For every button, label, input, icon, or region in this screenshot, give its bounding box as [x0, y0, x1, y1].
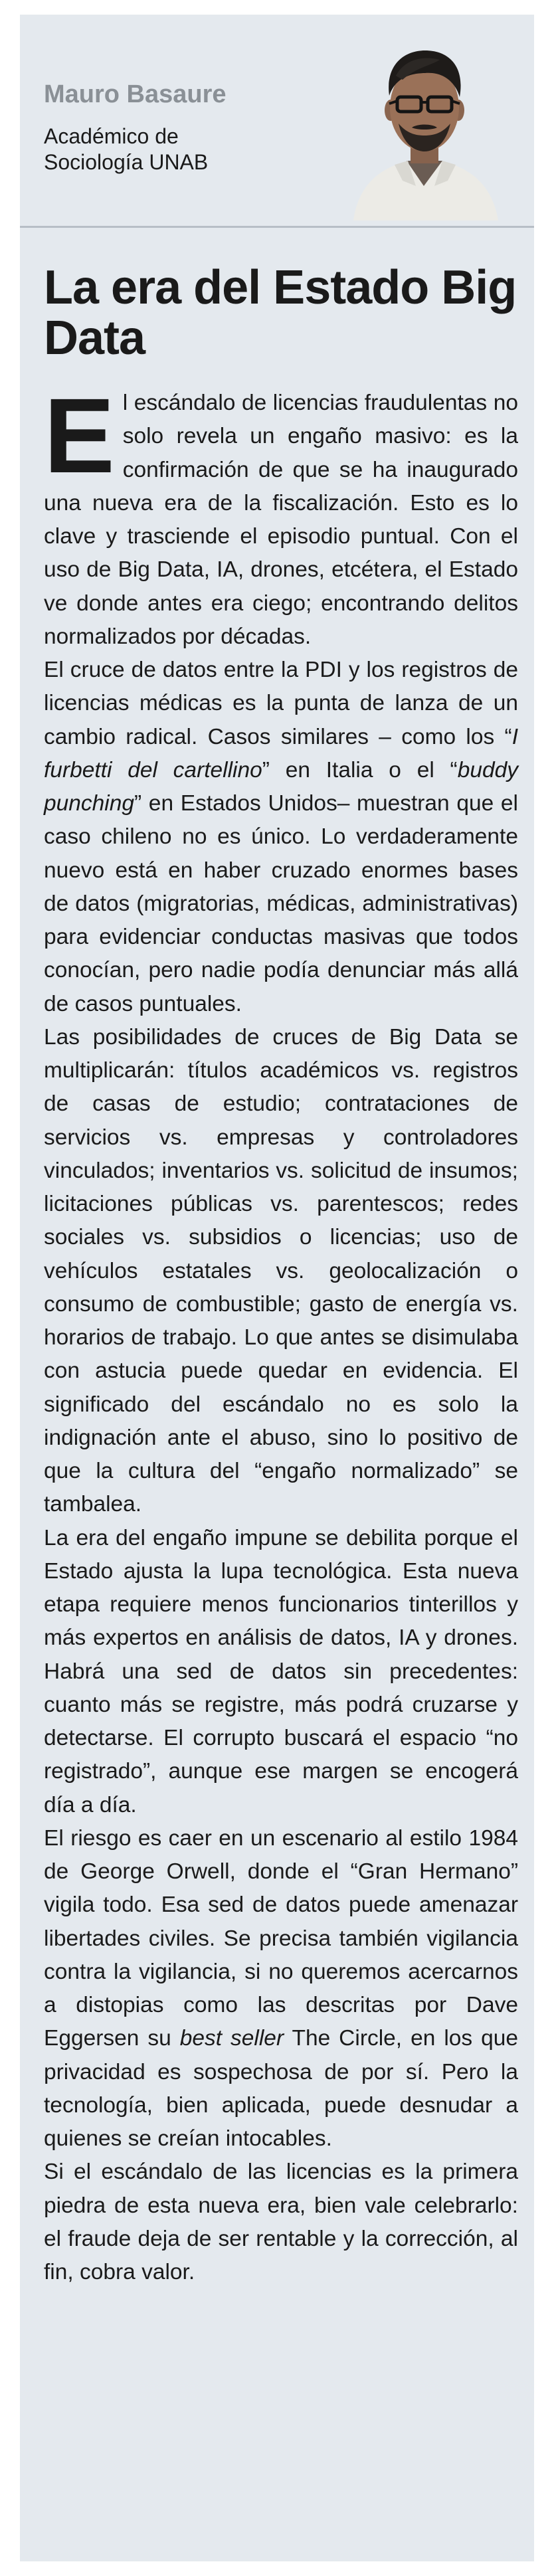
- article-headline: La era del Estado Big Data: [44, 261, 517, 365]
- header-divider: [20, 226, 534, 228]
- italic-term: I furbetti del cartellino: [44, 724, 518, 782]
- author-name: Mauro Basaure: [44, 80, 227, 108]
- author-portrait: [341, 39, 508, 221]
- article-paragraph: [44, 1822, 518, 2156]
- paragraph-text: The Circle, en los que privacidad es sospechosa de por sí. Pero la tecnología, bien aplicada, puede desnudar a quienes se creían intocables.: [44, 2026, 519, 2151]
- paragraph-text: El riesgo es caer en un escenario al estilo 1984 de George Orwell, donde el “Gran Hermano” vigila todo. Esa sed de datos puede amenazar libertades civiles. Se precisa también vigilancia contra la vigilancia, si no queremos acercarnos a distopias como las descritas por Dave Eggersen su: [44, 1825, 518, 2051]
- drop-cap: E: [44, 376, 115, 495]
- article-paragraph: Si el escándalo de las licencias es la primera piedra de esta nueva era, bien vale celebrarlo: el fraude deja de ser rentable y la corrección, al fin, cobra valor.: [44, 2160, 518, 2284]
- article-paragraph: La era del engaño impune se debilita porque el Estado ajusta la lupa tecnológica. Esta nueva etapa requiere menos funcionarios tinterillos y más expertos en análisis de datos, IA y drones. Habrá una sed de datos sin precedentes: cuanto más se registre, más podrá cruzarse y detectarse. El corrupto buscará el espacio “no registrado”, aunque ese margen se encogerá día a día.: [44, 1525, 518, 1817]
- italic-term: best seller: [179, 2026, 284, 2051]
- author-block: [44, 81, 323, 175]
- paragraph-text: ” en Italia o el “: [262, 757, 458, 782]
- article-paragraph: [44, 376, 518, 654]
- paragraph-text: ” en Estados Unidos– muestran que el caso chileno no es único. Lo verdaderamente nuevo está en haber cruzado enormes bases de datos (migratorias, médicas, administrativas) para evidenciar conductas masivas que todos conocían, pero nadie podía denunciar más allá de casos puntuales.: [44, 791, 518, 1016]
- paragraph-text: El cruce de datos entre la PDI y los registros de licencias médicas es la punta de lanza de un cambio radical. Casos similares – como los “: [44, 658, 518, 749]
- article-paragraph: [44, 654, 518, 1021]
- opinion-column: [20, 15, 534, 2561]
- italic-term: buddy punching: [44, 757, 518, 816]
- article-body: [44, 376, 519, 2289]
- paragraph-text: l escándalo de licencias fraudulentas no solo revela un engaño masivo: es la confirmación de que se ha inaugurado una nueva era de la fiscalización. Esto es lo clave y trasciende el episodio puntual. Con el uso de Big Data, IA, drones, etcétera, el Estado ve donde antes era ciego; encontrando delitos normalizados por décadas.: [44, 391, 518, 649]
- author-role: Académico de Sociología UNAB: [44, 124, 209, 174]
- article-paragraph: Las posibilidades de cruces de Big Data se multiplicarán: títulos académicos vs. registros de casas de estudio; contrataciones de servicios vs. empresas y controladores vinculados; inventarios vs. solicitud de insumos; licitaciones públicas vs. parentescos; redes sociales vs. subsidios o licencias; uso de vehículos estatales vs. geolocalización o consumo de combustible; gasto de energía vs. horarios de trabajo. Lo que antes se disimulaba con astucia puede quedar en evidencia. El significado del escándalo no es solo la indignación ante el abuso, sino lo positivo de que la cultura del “engaño normalizado” se tambalea.: [44, 1024, 518, 1517]
